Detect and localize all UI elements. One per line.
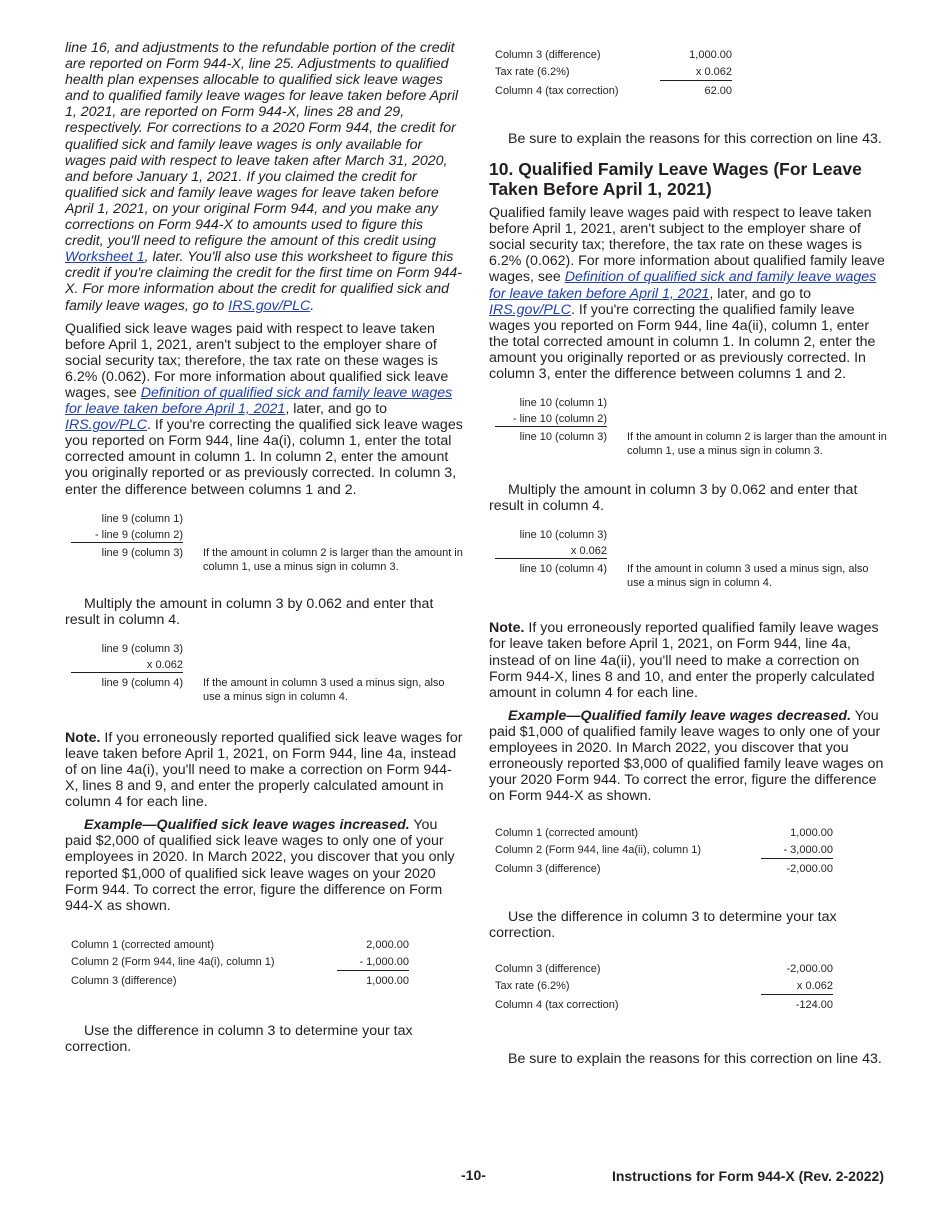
worksheet-line: line 10 (column 3)	[519, 529, 607, 542]
worksheet-line: - line 10 (column 2)	[495, 412, 607, 427]
example-table-difference	[489, 824, 887, 877]
table-label: Column 2 (Form 944, line 4a(ii), column 1)	[495, 844, 702, 857]
example-table-tax-correction	[489, 960, 887, 1013]
use-difference-instruction: Use the difference in column 3 to determine your tax correction.	[65, 1022, 413, 1055]
table-value: 1,000.00	[366, 974, 409, 987]
intro-text: .	[310, 297, 315, 314]
table-value: 1,000.00	[790, 827, 833, 840]
table-row	[489, 82, 887, 99]
example-paragraph	[489, 708, 887, 805]
explain-instruction: Be sure to explain the reasons for this correction on line 43.	[508, 131, 882, 147]
paragraph-text: Qualified family leave wages paid with respect to leave taken before April 1, 2021, aren't subject to the employer share of social security tax; therefore, the tax rate on these wages is 6.2% (0.062). For more information about qualified family leave wages, see	[489, 205, 885, 286]
right-column	[489, 46, 887, 1074]
table-label: Column 3 (difference)	[495, 863, 601, 876]
table-value: -2,000.00	[786, 863, 833, 876]
table-row	[489, 46, 887, 63]
table-value: 1,000.00	[689, 49, 732, 61]
worksheet-line9-difference	[65, 512, 463, 573]
table-label: Column 4 (tax correction)	[495, 998, 619, 1011]
worksheet-line: line 10 (column 4)	[519, 563, 607, 576]
table-row	[489, 860, 887, 877]
worksheet-line9-tax	[65, 642, 463, 703]
irs-plc-link[interactable]: IRS.gov/PLC	[228, 297, 311, 314]
table-row	[489, 824, 887, 841]
sick-leave-paragraph	[65, 321, 463, 498]
intro-paragraph	[65, 40, 463, 314]
document-title: Instructions for Form 944-X (Rev. 2-2022)	[611, 1168, 884, 1184]
left-column	[65, 40, 463, 1062]
table-label: Column 1 (corrected amount)	[495, 827, 639, 840]
multiply-instruction: Multiply the amount in column 3 by 0.062 and enter that result in column 4.	[489, 482, 858, 515]
table-value: x 0.062	[660, 65, 732, 81]
irs-plc-link[interactable]: IRS.gov/PLC	[65, 417, 148, 434]
worksheet-line10-difference	[489, 396, 887, 458]
worksheet-line: line 9 (column 3)	[101, 546, 183, 559]
worksheet-note: If the amount in column 2 is larger than the amount in column 1, use a minus sign in column 3.	[203, 546, 463, 573]
explain-instruction: Be sure to explain the reasons for this correction on line 43.	[508, 1050, 882, 1067]
table-row	[489, 996, 887, 1013]
table-label: Column 3 (difference)	[71, 974, 177, 987]
note-paragraph	[65, 730, 463, 810]
definition-link[interactable]: Definition of qualified sick and family leave wages for leave taken before April 1, 2021	[489, 269, 877, 302]
table-value: - 3,000.00	[761, 843, 833, 859]
table-value: - 1,000.00	[337, 955, 409, 971]
note-text: If you erroneously reported qualified sick leave wages for leave taken before April 1, 2021, on Form 944, line 4a, instead of on line 4a(i), you'll need to make a correction on Form 944-X, lines 8 and 9, and enter the properly calculated amount in column 4 for each line.	[65, 729, 463, 811]
worksheet-line: x 0.062	[71, 658, 183, 673]
worksheet-line: line 9 (column 4)	[101, 676, 183, 689]
table-value: -2,000.00	[786, 962, 833, 975]
table-row	[489, 977, 887, 994]
paragraph-text: , later, and go to	[709, 285, 812, 302]
example-lead: Example—Qualified family leave wages decreased.	[508, 707, 852, 724]
example-text: You paid $2,000 of qualified sick leave wages to only one of your employees in 2020. In March 2022, you discover that you only reported $1,000 of qualified sick leave wages on your 2020 Form 944. To correct the error, figure the difference on Form 944-X as shown.	[65, 817, 455, 914]
worksheet-line: line 10 (column 1)	[519, 397, 607, 410]
worksheet-line: line 10 (column 3)	[519, 431, 607, 444]
worksheet-line10-tax	[489, 528, 887, 590]
example-table-difference	[65, 936, 463, 989]
table-row	[65, 936, 463, 953]
table-label: Column 2 (Form 944, line 4a(i), column 1)	[71, 955, 275, 968]
intro-text: line 16, and adjustments to the refundable portion of the credit are reported on Form 944-X, line 25. Adjustments to qualified health plan expenses allocable to qualified sick leave wages and to qualified family leave wages for leave taken before April 1, 2021, are reported on Form 944-X, lines 28 and 29, respectively. For corrections to a 2020 Form 944, the credit for qualified sick and family leave wages is only available for wages paid with respect to leave taken after March 31, 2020, and before January 1, 2021. If you claimed the credit for qualified sick and family leave wages for leave taken before April 1, 2021, on your original Form 944, and you make any corrections on Form 944-X to amounts used to figure this credit, you'll need to refigure the amount of this credit using	[65, 40, 459, 250]
table-value: -124.00	[795, 998, 833, 1011]
paragraph-text: . If you're correcting the qualified sick leave wages you reported on Form 944, line 4a(i), column 1, enter the total corrected amount in column 1. In column 2, enter the amount you originally reported or as previously corrected. In column 3, enter the difference between columns 1 and 2.	[65, 417, 463, 498]
worksheet-line: line 9 (column 1)	[101, 512, 183, 525]
table-row	[489, 841, 887, 858]
definition-link[interactable]: Definition of qualified sick and family leave wages for leave taken before April 1, 2021	[65, 384, 453, 418]
paragraph-text: . If you're correcting the qualified family leave wages you reported on Form 944, line 4a(ii), column 1, enter the total corrected amount in column 1. In column 2, enter the amount you originally reported or as previously corrected. In column 3, enter the difference between columns 1 and 2.	[489, 301, 876, 383]
worksheet-1-link[interactable]: Worksheet 1	[65, 249, 145, 266]
example-table-tax-correction	[489, 46, 887, 99]
note-lead: Note.	[65, 729, 101, 746]
paragraph-text: , later, and go to	[285, 401, 388, 418]
note-text: If you erroneously reported qualified family leave wages for leave taken before April 1, 2021, on Form 944, line 4a, instead of on line 4a(ii), you'll need to make a correction on Form 944-X, lines 8 and 10, and enter the properly calculated amount in column 4 for each line.	[489, 620, 879, 701]
table-value: x 0.062	[761, 979, 833, 995]
note-paragraph	[489, 620, 887, 700]
table-row	[489, 63, 887, 80]
example-paragraph	[65, 817, 463, 914]
example-text: You paid $1,000 of qualified family leave wages to only one of your employees in 2020. In March 2022, you discover that you erroneously reported $3,000 of qualified family leave wages on your 2020 Form 944. To correct the error, figure the difference on Form 944-X as shown.	[489, 707, 884, 805]
family-leave-paragraph	[489, 205, 887, 382]
table-row	[65, 972, 463, 989]
intro-text: , later. You'll also use this worksheet to figure this credit if you're claiming the credit for the first time on Form 944-X. For more information about the credit for qualified sick and family leave wages, go to	[65, 249, 462, 314]
page-number: -10-	[461, 1167, 486, 1183]
paragraph-text: Qualified sick leave wages paid with respect to leave taken before April 1, 2021, aren't subject to the employer share of social security tax; therefore, the tax rate on these wages is 6.2% (0.062). For more information about qualified sick leave wages, see	[65, 320, 449, 401]
irs-plc-link[interactable]: IRS.gov/PLC	[489, 301, 572, 318]
note-lead: Note.	[489, 620, 525, 637]
example-lead: Example—Qualified sick leave wages increased.	[84, 817, 410, 834]
table-value: 62.00	[704, 85, 732, 97]
worksheet-line: line 9 (column 3)	[101, 642, 183, 655]
worksheet-note: If the amount in column 3 used a minus sign, also use a minus sign in column 4.	[203, 676, 445, 703]
table-label: Tax rate (6.2%)	[495, 66, 570, 78]
table-label: Column 1 (corrected amount)	[71, 938, 215, 951]
worksheet-note: If the amount in column 3 used a minus sign, also use a minus sign in column 4.	[627, 563, 869, 590]
worksheet-note: If the amount in column 2 is larger than the amount in column 1, use a minus sign in column 3.	[627, 431, 887, 458]
table-label: Column 3 (difference)	[495, 962, 601, 975]
use-difference-instruction: Use the difference in column 3 to determine your tax correction.	[489, 909, 837, 942]
section-heading: 10. Qualified Family Leave Wages (For Leave Taken Before April 1, 2021)	[489, 159, 862, 200]
worksheet-line: x 0.062	[495, 544, 607, 559]
worksheet-line: - line 9 (column 2)	[71, 528, 183, 543]
table-label: Column 4 (tax correction)	[495, 85, 619, 97]
table-value: 2,000.00	[366, 938, 409, 951]
table-label: Tax rate (6.2%)	[495, 979, 570, 992]
table-row	[489, 960, 887, 977]
table-label: Column 3 (difference)	[495, 49, 601, 61]
multiply-instruction: Multiply the amount in column 3 by 0.062 and enter that result in column 4.	[65, 595, 434, 628]
table-row	[65, 953, 463, 970]
